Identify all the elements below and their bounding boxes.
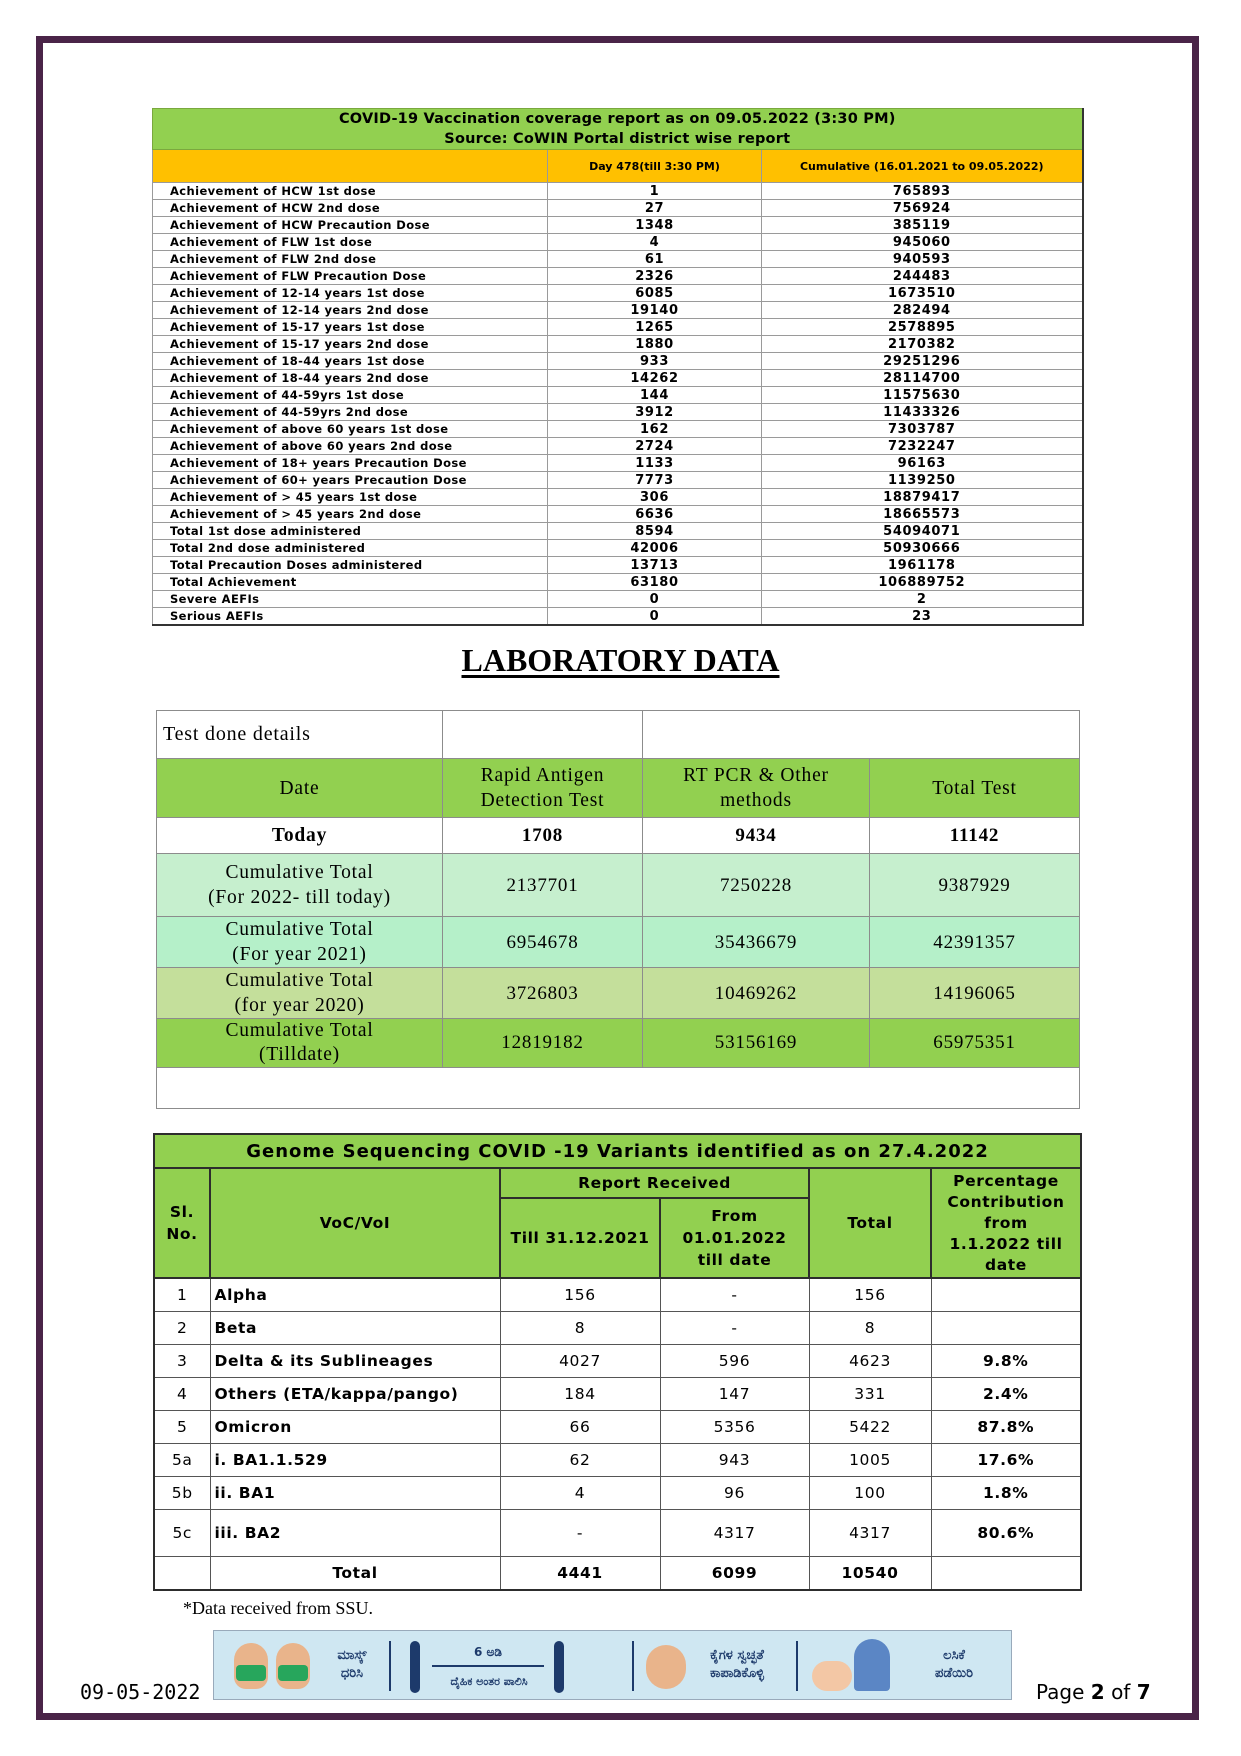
vaccination-table [152, 108, 1084, 626]
vaccination-row-cumulative: 2170382 [762, 336, 1083, 353]
lab-row-label-line1: Cumulative Total [225, 1020, 374, 1041]
vaccination-row-day: 144 [548, 387, 762, 404]
genome-row-total: 1005 [809, 1444, 931, 1477]
vaccination-row [153, 523, 1083, 540]
vaccination-row [153, 387, 1083, 404]
genome-row-pct: 9.8% [931, 1345, 1081, 1378]
lab-header-rtpcr-line2: methods [720, 790, 792, 811]
genome-row-till: 66 [500, 1411, 660, 1444]
vaccination-row-day: 8594 [548, 523, 762, 540]
vaccination-row-label: Achievement of 12-14 years 1st dose [153, 285, 548, 302]
genome-row-pct: 2.4% [931, 1378, 1081, 1411]
vaccination-row [153, 608, 1083, 626]
page-current: 2 [1090, 1680, 1105, 1704]
genome-row-total: 8 [809, 1312, 931, 1345]
lab-header-date: Date [157, 759, 443, 818]
genome-total-label: Total [210, 1557, 500, 1591]
mask-text-line1: ಮಾಸ್ಕ್ [337, 1648, 367, 1663]
vaccination-row-label: Total 1st dose administered [153, 523, 548, 540]
vaccination-row-cumulative: 756924 [762, 200, 1083, 217]
vaccination-row-cumulative: 765893 [762, 183, 1083, 200]
lab-empty-cell [643, 711, 1080, 759]
vaccination-row-label: Achievement of 18-44 years 1st dose [153, 353, 548, 370]
vaccination-row-cumulative: 106889752 [762, 574, 1083, 591]
genome-row-name: Alpha [210, 1278, 500, 1312]
genome-header-from [660, 1198, 809, 1278]
genome-total-total: 10540 [809, 1557, 931, 1591]
vaccination-row [153, 200, 1083, 217]
vaccination-row [153, 217, 1083, 234]
lab-header-rapid [443, 759, 643, 818]
vaccination-row-label: Achievement of FLW 2nd dose [153, 251, 548, 268]
genome-row-till: 62 [500, 1444, 660, 1477]
vaccination-row-cumulative: 1961178 [762, 557, 1083, 574]
lab-cell-total: 9387929 [870, 854, 1080, 917]
lab-header-rtpcr [643, 759, 870, 818]
lab-header-rapid-line1: Rapid Antigen [480, 765, 605, 786]
genome-row-from: - [660, 1278, 809, 1312]
vaccination-row-label: Achievement of > 45 years 2nd dose [153, 506, 548, 523]
vaccination-row [153, 438, 1083, 455]
vaccination-row-cumulative: 7303787 [762, 421, 1083, 438]
genome-header-voc: VoC/VoI [210, 1168, 500, 1278]
genome-row-name: Delta & its Sublineages [210, 1345, 500, 1378]
genome-header-percentage-line: date [985, 1255, 1027, 1274]
vaccination-row [153, 234, 1083, 251]
genome-header-sl-line1: Sl. [169, 1203, 195, 1221]
vaccination-row-day: 1 [548, 183, 762, 200]
of-word: of [1111, 1680, 1131, 1704]
vaccination-row-day: 933 [548, 353, 762, 370]
vaccination-row-cumulative: 7232247 [762, 438, 1083, 455]
genome-header-till: Till 31.12.2021 [500, 1198, 660, 1278]
genome-row [154, 1378, 1081, 1411]
genome-header-from-line: till date [697, 1251, 772, 1269]
lab-heading-text: LABORATORY DATA [461, 642, 780, 678]
genome-row-name: Omicron [210, 1411, 500, 1444]
vaccination-row-day: 0 [548, 608, 762, 626]
lab-empty-row [157, 1068, 1080, 1109]
vaccination-title-line2: Source: CoWIN Portal district wise report [444, 131, 791, 147]
lab-cell-rtpcr: 9434 [643, 818, 870, 854]
genome-row-sl: 2 [154, 1312, 210, 1345]
lab-row-label: Today [157, 818, 443, 854]
genome-row-from: 943 [660, 1444, 809, 1477]
vaccination-row-cumulative: 945060 [762, 234, 1083, 251]
genome-total-sl [154, 1557, 210, 1591]
vaccination-row-cumulative: 29251296 [762, 353, 1083, 370]
vaccination-row-cumulative: 18665573 [762, 506, 1083, 523]
vaccination-row-cumulative: 50930666 [762, 540, 1083, 557]
genome-header-percentage [931, 1168, 1081, 1278]
covid-appropriate-behaviour-banner [213, 1630, 1012, 1700]
vaccination-row-label: Achievement of HCW 2nd dose [153, 200, 548, 217]
banner-divider [632, 1641, 634, 1691]
genome-row-from: 5356 [660, 1411, 809, 1444]
vaccination-row-label: Achievement of HCW 1st dose [153, 183, 548, 200]
lab-row-label-line2: (for year 2020) [234, 995, 365, 1016]
lab-row-label-line1: Cumulative Total [225, 919, 374, 940]
vaccination-row-label: Achievement of 15-17 years 2nd dose [153, 336, 548, 353]
vaccination-row-cumulative: 18879417 [762, 489, 1083, 506]
genome-row-total: 4623 [809, 1345, 931, 1378]
genome-row-name: Beta [210, 1312, 500, 1345]
vaccination-row [153, 540, 1083, 557]
genome-row-name: ii. BA1 [210, 1477, 500, 1510]
vaccination-row-cumulative: 23 [762, 608, 1083, 626]
genome-header-from-line: 01.01.2022 [682, 1229, 787, 1247]
lab-cell-total: 11142 [870, 818, 1080, 854]
vaccination-row [153, 574, 1083, 591]
vaccination-row [153, 591, 1083, 608]
patient-icon [812, 1661, 852, 1691]
vaccination-row-day: 4 [548, 234, 762, 251]
data-source-note: *Data received from SSU. [183, 1598, 373, 1618]
genome-row-sl: 5c [154, 1510, 210, 1557]
vaccination-row-day: 1133 [548, 455, 762, 472]
vaccination-row-cumulative: 28114700 [762, 370, 1083, 387]
lab-cell-total: 42391357 [870, 917, 1080, 968]
genome-total-from: 6099 [660, 1557, 809, 1591]
lab-cell-rapid: 1708 [443, 818, 643, 854]
genome-total-till: 4441 [500, 1557, 660, 1591]
genome-row-total: 156 [809, 1278, 931, 1312]
banner-divider [389, 1641, 391, 1691]
genome-row [154, 1444, 1081, 1477]
lab-test-done-label: Test done details [157, 711, 443, 759]
vaccination-row [153, 489, 1083, 506]
vaccination-row-label: Serious AEFIs [153, 608, 548, 626]
vaccination-row-label: Total Achievement [153, 574, 548, 591]
vaccination-row-day: 162 [548, 421, 762, 438]
vaccine-text-line1: ಲಸಿಕೆ [943, 1648, 965, 1663]
lab-row-label-line2: (Tilldate) [259, 1044, 340, 1065]
vaccination-row-day: 3912 [548, 404, 762, 421]
vaccination-row-label: Achievement of 60+ years Precaution Dose [153, 472, 548, 489]
person-icon [554, 1641, 564, 1693]
vaccination-row-day: 42006 [548, 540, 762, 557]
vaccination-row-day: 61 [548, 251, 762, 268]
vaccination-row-day: 63180 [548, 574, 762, 591]
page-total: 7 [1136, 1680, 1151, 1704]
vaccination-row-cumulative: 2578895 [762, 319, 1083, 336]
lab-header-rapid-line2: Detection Test [480, 790, 605, 811]
vaccination-row [153, 268, 1083, 285]
lab-header-total: Total Test [870, 759, 1080, 818]
genome-row-name: iii. BA2 [210, 1510, 500, 1557]
vaccination-row-label: Achievement of FLW Precaution Dose [153, 268, 548, 285]
genome-header-report: Report Received [500, 1168, 809, 1198]
vaccination-row [153, 472, 1083, 489]
banner-divider [796, 1641, 798, 1691]
lab-cell-rapid: 12819182 [443, 1019, 643, 1068]
vaccination-row [153, 455, 1083, 472]
genome-row-total: 331 [809, 1378, 931, 1411]
vaccination-row-day: 7773 [548, 472, 762, 489]
genome-row-pct [931, 1312, 1081, 1345]
lab-row-label [157, 854, 443, 917]
vaccination-row [153, 319, 1083, 336]
vaccination-row-cumulative: 96163 [762, 455, 1083, 472]
footer-date: 09-05-2022 [80, 1680, 201, 1704]
lab-row-label-line1: Cumulative Total [225, 862, 374, 883]
mask-text [322, 1647, 382, 1683]
vaccination-row-label: Achievement of above 60 years 2nd dose [153, 438, 548, 455]
distance-bottom-text: ದೈಹಿಕ ಅಂತರ ಪಾಲಿಸಿ [450, 1675, 528, 1688]
lab-cell-rtpcr: 35436679 [643, 917, 870, 968]
genome-header-percentage-line: from [984, 1213, 1028, 1232]
vaccination-row [153, 370, 1083, 387]
vaccination-row-cumulative: 282494 [762, 302, 1083, 319]
vaccination-row [153, 506, 1083, 523]
hands-text-line1: ಕೈಗಳ ಸ್ವಚ್ಛತೆ [710, 1648, 764, 1663]
distance-arrow-icon [432, 1665, 544, 1667]
lab-cell-rtpcr: 10469262 [643, 968, 870, 1019]
genome-row-pct: 1.8% [931, 1477, 1081, 1510]
lab-table [156, 710, 1080, 1109]
vaccination-body [153, 183, 1083, 626]
genome-row-from: 96 [660, 1477, 809, 1510]
genome-row-till: 156 [500, 1278, 660, 1312]
genome-row-total: 100 [809, 1477, 931, 1510]
vaccination-row-cumulative: 940593 [762, 251, 1083, 268]
lab-row-label [157, 1019, 443, 1068]
genome-row-name: i. BA1.1.529 [210, 1444, 500, 1477]
vaccination-header-day: Day 478(till 3:30 PM) [548, 150, 762, 183]
lab-row-label-line2: (For 2022- till today) [208, 887, 391, 908]
vaccine-text-line2: ಪಡೆಯಿರಿ [935, 1666, 973, 1681]
genome-row-sl: 5 [154, 1411, 210, 1444]
hands-text-line2: ಕಾಪಾಡಿಕೊಳ್ಳಿ [709, 1666, 765, 1681]
lab-cell-total: 65975351 [870, 1019, 1080, 1068]
genome-header-percentage-line: Contribution [947, 1192, 1065, 1211]
vaccination-title-line1: COVID-19 Vaccination coverage report as on 09.05.2022 (3:30 PM) [338, 111, 896, 127]
vaccination-row-cumulative: 11433326 [762, 404, 1083, 421]
lab-cell-rtpcr: 53156169 [643, 1019, 870, 1068]
genome-row-sl: 3 [154, 1345, 210, 1378]
vaccination-row [153, 353, 1083, 370]
vaccination-row [153, 251, 1083, 268]
genome-row-sl: 1 [154, 1278, 210, 1312]
vaccination-row-label: Severe AEFIs [153, 591, 548, 608]
vaccination-row-day: 19140 [548, 302, 762, 319]
lab-row-label-line2: (For year 2021) [232, 944, 367, 965]
mask-icon [236, 1665, 266, 1681]
genome-row [154, 1345, 1081, 1378]
genome-header-sl-line2: No. [166, 1225, 198, 1243]
lab-header-rtpcr-line1: RT PCR & Other [683, 765, 829, 786]
vaccination-row-label: Achievement of 12-14 years 2nd dose [153, 302, 548, 319]
genome-row-till: 8 [500, 1312, 660, 1345]
vaccination-row-label: Achievement of 44-59yrs 1st dose [153, 387, 548, 404]
genome-title: Genome Sequencing COVID -19 Variants identified as on 27.4.2022 [154, 1134, 1081, 1168]
vaccination-row-cumulative: 1673510 [762, 285, 1083, 302]
genome-row-name: Others (ETA/kappa/pango) [210, 1378, 500, 1411]
vaccination-row [153, 302, 1083, 319]
vaccination-row-label: Achievement of 15-17 years 1st dose [153, 319, 548, 336]
vaccination-row-cumulative: 54094071 [762, 523, 1083, 540]
lab-row-label-line1: Cumulative Total [225, 970, 374, 991]
vaccination-row-day: 0 [548, 591, 762, 608]
vaccination-row-cumulative: 1139250 [762, 472, 1083, 489]
vaccination-row-cumulative: 2 [762, 591, 1083, 608]
vaccination-row-label: Achievement of FLW 1st dose [153, 234, 548, 251]
genome-row-pct: 87.8% [931, 1411, 1081, 1444]
distance-top-text: 6 ಅಡಿ [474, 1645, 502, 1659]
genome-row-from: 4317 [660, 1510, 809, 1557]
mask-icon [278, 1665, 308, 1681]
mask-text-line2: ಧರಿಸಿ [340, 1666, 364, 1681]
page-word: Page [1036, 1680, 1085, 1704]
genome-table [153, 1133, 1082, 1591]
vaccination-row-cumulative: 385119 [762, 217, 1083, 234]
doctor-icon [854, 1639, 890, 1691]
vaccination-row-day: 6085 [548, 285, 762, 302]
vaccination-row-day: 14262 [548, 370, 762, 387]
footer-page-number [1036, 1680, 1151, 1704]
lab-heading [0, 642, 1241, 679]
vaccination-row-day: 2724 [548, 438, 762, 455]
genome-row-from: - [660, 1312, 809, 1345]
genome-row [154, 1278, 1081, 1312]
genome-row-sl: 4 [154, 1378, 210, 1411]
genome-row-pct: 80.6% [931, 1510, 1081, 1557]
genome-row-pct: 17.6% [931, 1444, 1081, 1477]
genome-row [154, 1411, 1081, 1444]
vaccination-row-label: Achievement of above 60 years 1st dose [153, 421, 548, 438]
genome-header-sl [154, 1168, 210, 1278]
vaccination-row-label: Achievement of 18+ years Precaution Dose [153, 455, 548, 472]
vaccination-row [153, 183, 1083, 200]
vaccination-row-label: Achievement of 44-59yrs 2nd dose [153, 404, 548, 421]
hands-icon [646, 1645, 686, 1689]
genome-header-percentage-line: 1.1.2022 till [949, 1234, 1063, 1253]
lab-cell-rapid: 6954678 [443, 917, 643, 968]
vaccination-row-day: 2326 [548, 268, 762, 285]
genome-row-total: 4317 [809, 1510, 931, 1557]
vaccination-row-cumulative: 244483 [762, 268, 1083, 285]
genome-header-percentage-line: Percentage [953, 1171, 1059, 1190]
lab-empty-cell [443, 711, 643, 759]
vaccination-row-cumulative: 11575630 [762, 387, 1083, 404]
lab-cell-total: 14196065 [870, 968, 1080, 1019]
lab-row-label [157, 968, 443, 1019]
vaccination-row [153, 336, 1083, 353]
genome-row-pct [931, 1278, 1081, 1312]
vaccination-row [153, 404, 1083, 421]
genome-row-till: 4 [500, 1477, 660, 1510]
vaccination-row-day: 306 [548, 489, 762, 506]
vaccination-row-label: Achievement of 18-44 years 2nd dose [153, 370, 548, 387]
vaccination-header-blank [153, 150, 548, 183]
genome-row [154, 1510, 1081, 1557]
lab-cell-rapid: 3726803 [443, 968, 643, 1019]
vaccination-row-day: 1348 [548, 217, 762, 234]
vaccination-row-day: 6636 [548, 506, 762, 523]
vaccination-header-cumulative: Cumulative (16.01.2021 to 09.05.2022) [762, 150, 1083, 183]
genome-row-till: 184 [500, 1378, 660, 1411]
vaccination-row-label: Achievement of HCW Precaution Dose [153, 217, 548, 234]
vaccination-row-day: 13713 [548, 557, 762, 574]
vaccination-row-day: 27 [548, 200, 762, 217]
genome-row-till: 4027 [500, 1345, 660, 1378]
lab-cell-rapid: 2137701 [443, 854, 643, 917]
genome-row-from: 596 [660, 1345, 809, 1378]
genome-total-pct [931, 1557, 1081, 1591]
genome-row-sl: 5b [154, 1477, 210, 1510]
hands-text [692, 1647, 782, 1683]
vaccine-text [914, 1647, 994, 1683]
genome-body [154, 1278, 1081, 1557]
lab-cell-rtpcr: 7250228 [643, 854, 870, 917]
genome-row-from: 147 [660, 1378, 809, 1411]
vaccination-title [153, 109, 1083, 150]
vaccination-row-label: Achievement of > 45 years 1st dose [153, 489, 548, 506]
genome-row [154, 1477, 1081, 1510]
vaccination-row-day: 1265 [548, 319, 762, 336]
vaccination-row [153, 557, 1083, 574]
vaccination-row-label: Total 2nd dose administered [153, 540, 548, 557]
genome-row [154, 1312, 1081, 1345]
genome-header-total: Total [809, 1168, 931, 1278]
genome-row-sl: 5a [154, 1444, 210, 1477]
genome-row-total: 5422 [809, 1411, 931, 1444]
vaccination-row [153, 421, 1083, 438]
vaccination-row-label: Total Precaution Doses administered [153, 557, 548, 574]
lab-row-label [157, 917, 443, 968]
genome-row-till: - [500, 1510, 660, 1557]
vaccination-row-day: 1880 [548, 336, 762, 353]
genome-header-from-line: From [711, 1207, 758, 1225]
vaccination-row [153, 285, 1083, 302]
